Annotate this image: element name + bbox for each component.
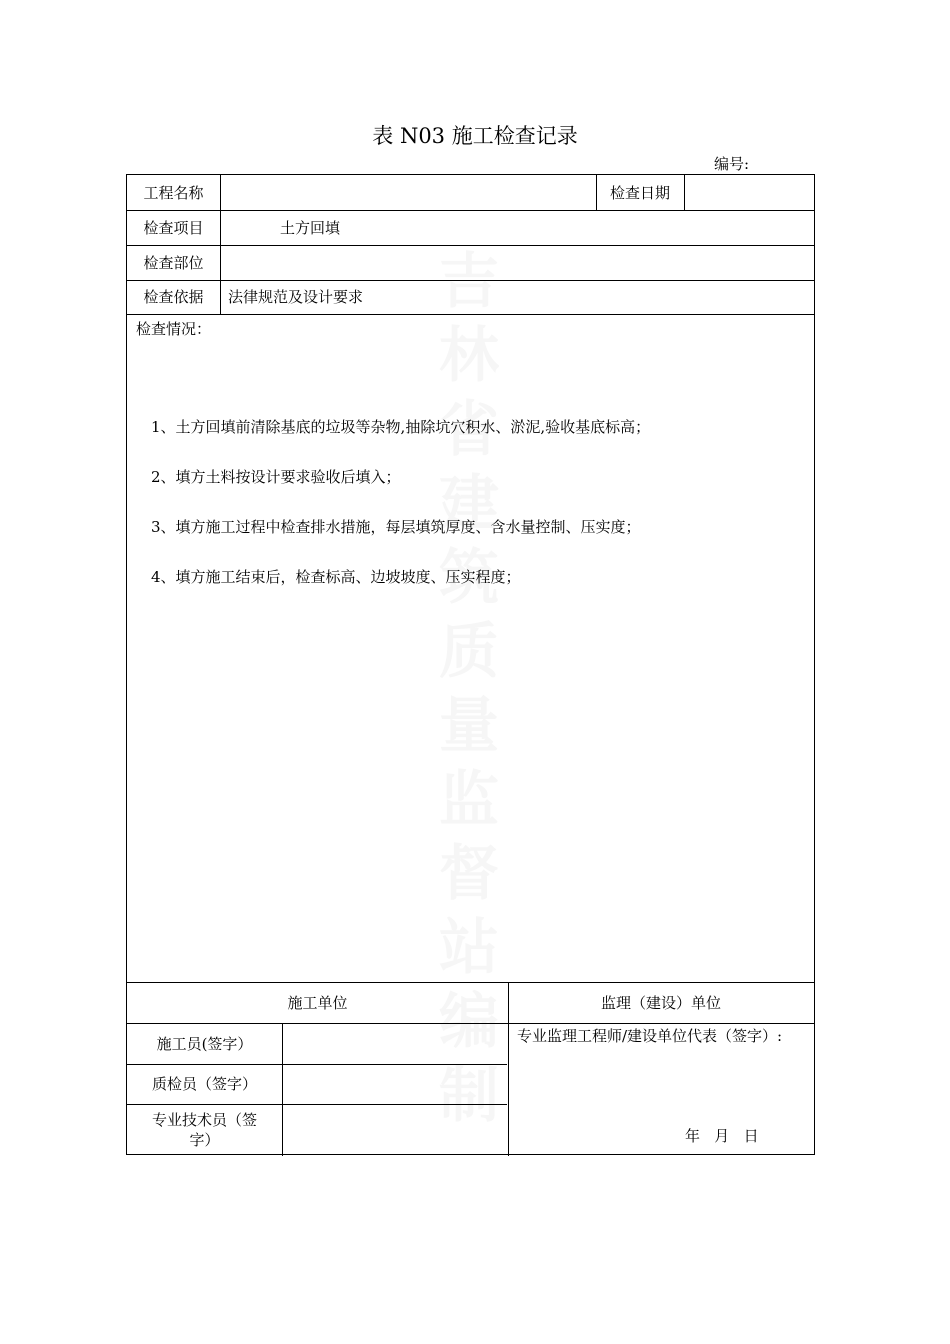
column-divider (220, 175, 221, 314)
inspect-basis-label: 检查依据 (143, 288, 204, 306)
supervision-unit-header: 监理（建设）单位 (600, 993, 721, 1012)
supervisor-signature-label: 专业监理工程师/建设单位代表（签字）: (517, 1027, 783, 1045)
serial-number-label: 编号: (714, 155, 750, 173)
quality-inspector-signature-label: 质检员（签字） (151, 1075, 257, 1093)
inspect-item-label: 检查项目 (143, 218, 204, 237)
page-title: 表 N03 施工检查记录 (372, 124, 578, 148)
technician-signature-field[interactable] (283, 1104, 508, 1155)
project-name-field[interactable] (227, 175, 592, 210)
inspect-item-field[interactable]: 土方回填 (280, 218, 341, 237)
technician-signature-label (127, 1104, 282, 1155)
technician-label-line2: 字） (189, 1130, 220, 1149)
situation-item: 3、填方施工过程中检查排水措施，每层填筑厚度、含水量控制、压实度； (151, 518, 641, 536)
constructor-signature-field[interactable] (283, 1023, 508, 1064)
signature-date-label: 年 月 日 (685, 1127, 759, 1145)
situation-item: 4、填方施工结束后，检查标高、边坡坡度、压实程度； (151, 568, 521, 586)
project-name-label: 工程名称 (143, 183, 204, 202)
quality-inspector-signature-field[interactable] (283, 1064, 508, 1104)
construction-unit-header: 施工单位 (287, 993, 348, 1012)
situation-item: 1、土方回填前清除基底的垃圾等杂物,抽除坑穴积水、淤泥,验收基底标高； (151, 418, 651, 436)
situation-label: 检查情况： (136, 320, 212, 338)
column-divider (684, 175, 685, 210)
inspect-date-label: 检查日期 (609, 183, 670, 202)
constructor-signature-label: 施工员(签字） (156, 1034, 253, 1053)
inspect-part-field[interactable] (227, 245, 807, 280)
technician-label-line1: 专业技术员（签 (151, 1110, 257, 1129)
row-divider (127, 314, 814, 315)
inspection-form (126, 174, 815, 1155)
inspect-part-label: 检查部位 (143, 253, 204, 272)
inspect-date-field[interactable] (689, 175, 811, 210)
situation-item: 2、填方土料按设计要求验收后填入； (151, 468, 401, 486)
inspect-basis-field[interactable]: 法律规范及设计要求 (228, 288, 364, 306)
